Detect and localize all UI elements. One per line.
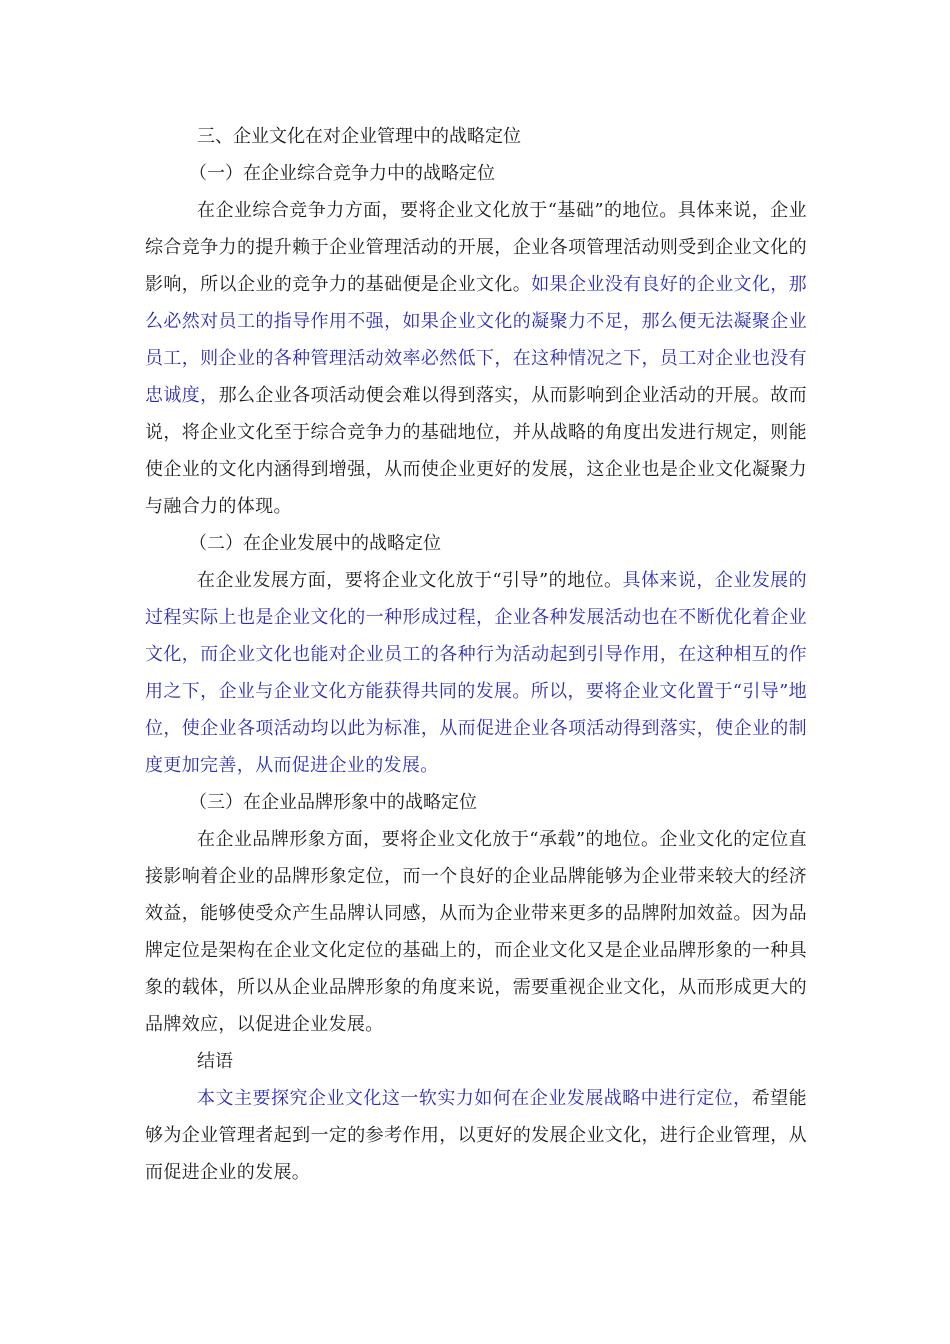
highlighted-text: 具体来说，企业发展的过程实际上也是企业文化的一种形成过程，企业各种发展活动也在不断优化着企业文化，而企业文化也能对企业员工的各种行为活动起到引导作用，在这种相互的作用之下，企业与企业文化方能获得共同的发展。所以，要将企业文化置于“引导”地位，使企业各项活动均以此为标准，从而促进企业各项活动得到落实，使企业的制度更加完善，从而促进企业的发展。 — [145, 570, 807, 776]
highlighted-text: 如果企业没有良好的企业文化，那么必然对员工的指导作用不强，如果企业文化的凝聚力不足，那么便无法凝聚企业员工，则企业的各种管理活动效率必然低下，在这种情况之下，员工对企业也没有忠诚度， — [145, 274, 807, 406]
paragraph-development — [145, 562, 807, 784]
subsection-title-2: （二）在企业发展中的战略定位 — [189, 533, 441, 554]
subsection-title-1: （一）在企业综合竞争力中的战略定位 — [189, 163, 495, 184]
document-page — [145, 118, 807, 1191]
paragraph-conclusion — [145, 1080, 807, 1191]
paragraph-text: 希望能够为企业管理者起到一定的参考作用，以更好的发展企业文化，进行企业管理，从而促进企业的发展。 — [145, 1088, 807, 1183]
subsection-title-3: （三）在企业品牌形象中的战略定位 — [189, 792, 477, 813]
paragraph-text: 在企业发展方面，要将企业文化放于“引导”的地位。 — [197, 570, 623, 591]
paragraph-text: 那么企业各项活动便会难以得到落实，从而影响到企业活动的开展。故而说，将企业文化至于综合竞争力的基础地位，并从战略的角度出发进行规定，则能使企业的文化内涵得到增强，从而使企业更好的发展，这企业也是企业文化凝聚力与融合力的体现。 — [145, 385, 807, 517]
paragraph-competitiveness — [145, 192, 807, 525]
paragraph-brand-image: 在企业品牌形象方面，要将企业文化放于“承载”的地位。企业文化的定位直接影响着企业的品牌形象定位，而一个良好的企业品牌能够为企业带来较大的经济效益，能够使受众产生品牌认同感，从而为企业带来更多的品牌附加效益。因为品牌定位是架构在企业文化定位的基础上的，而企业文化又是企业品牌形象的一种具象的载体，所以从企业品牌形象的角度来说，需要重视企业文化，从而形成更大的品牌效应，以促进企业发展。 — [145, 829, 807, 1035]
highlighted-text: 本文主要探究企业文化这一软实力如何在企业发展战略中进行定位， — [197, 1088, 752, 1109]
conclusion-title: 结语 — [197, 1051, 233, 1072]
paragraph-text: 在企业综合竞争力方面，要将企业文化放于“基础”的地位。具体来说，企业综合竞争力的提升赖于企业管理活动的开展，企业各项管理活动则受到企业文化的影响，所以企业的竞争力的基础便是企业文化。 — [145, 200, 807, 295]
section-title: 三、企业文化在对企业管理中的战略定位 — [197, 126, 521, 147]
